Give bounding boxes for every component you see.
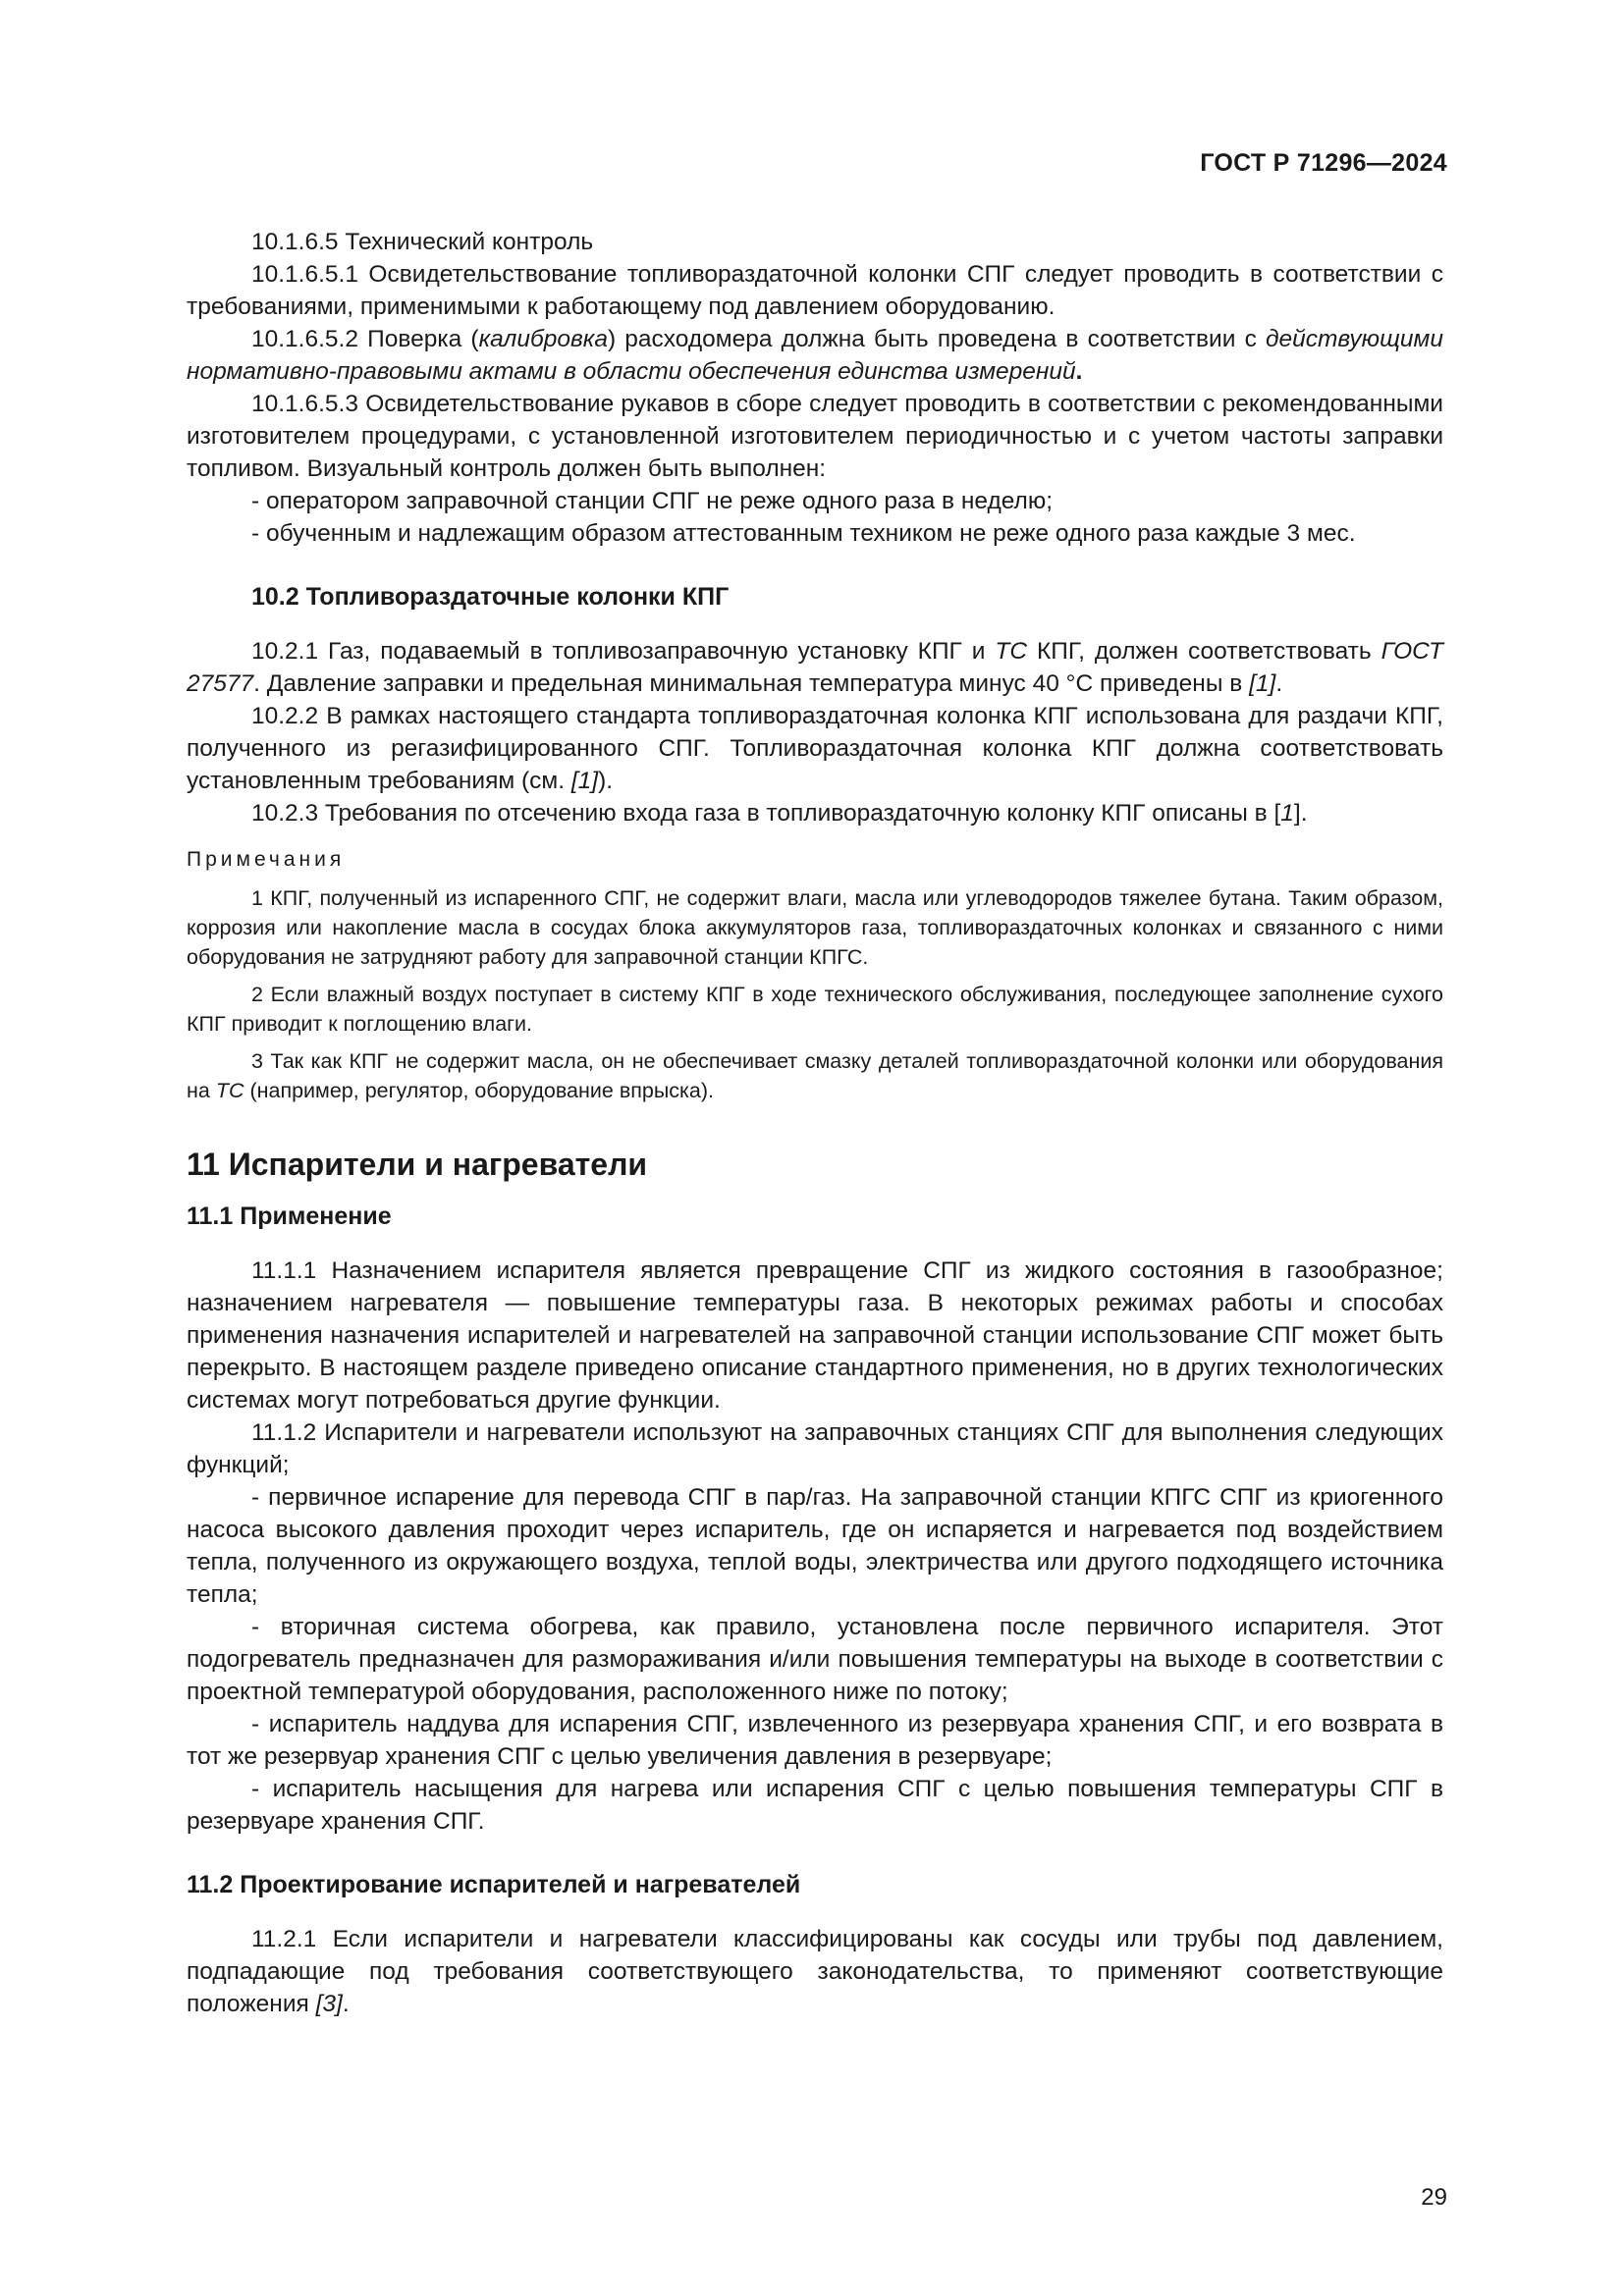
text-run: ]. (1293, 800, 1308, 827)
text-run: 10.2.3 Требования по отсечению входа газа в топливораздаточную колонку КПГ описаны в [ (251, 800, 1281, 827)
list-item: - оператором заправочной станции СПГ не реже одного раза в неделю; (251, 488, 1054, 514)
section-heading-11-2: 11.2 Проектирование испарителей и нагревателей (187, 1871, 801, 1898)
list-item: - вторичная система обогрева, как правило, установлена после первичного испарителя. Этот подогреватель предназначен для размораживания и/или повышения температуры на выходе в соответствии с проектной температурой оборудования, расположенного ниже по потоку; (187, 1614, 1443, 1705)
section-heading-11: 11 Испарители и нагреватели (187, 1147, 648, 1182)
text-run: . (1275, 670, 1283, 697)
clause-11-1-2: 11.1.2 Испарители и нагреватели используют на заправочных станциях СПГ для выполнения следующих функций; (187, 1419, 1443, 1478)
italic-reference: действующими нормативно-правовыми актами в области обеспечения единства измерений (187, 326, 1443, 385)
text-run: 10.2.1 Газ, подаваемый в топливозаправочную установку КПГ и (251, 638, 996, 665)
page-number: 29 (1421, 2184, 1447, 2211)
clause-11-1-1: 11.1.1 Назначением испарителя является превращение СПГ из жидкого состояния в газообразное; назначением нагревателя — повышение температуры газа. В некоторых режимах работы и способах применения назначения испарителей и нагревателей на заправочной станции использование СПГ может быть перекрыто. В настоящем разделе приведено описание стандартного применения, но в других технологических системах могут потребоваться другие функции. (187, 1257, 1443, 1414)
italic-term: ТС (995, 638, 1028, 665)
list-item: - испаритель насыщения для нагрева или испарения СПГ с целью повышения температуры СПГ в резервуаре хранения СПГ. (187, 1776, 1443, 1835)
notes-title: Примечания (187, 848, 346, 871)
italic-reference: ГОСТ 27577 (187, 638, 1443, 697)
text-run: . Давление заправки и предельная минимальная температура минус 40 °С приведены в (253, 670, 1250, 697)
document-id-header: ГОСТ Р 71296—2024 (1200, 149, 1447, 177)
text-run: ). (598, 768, 614, 794)
text-run: 10.2.2 В рамках настоящего стандарта топливораздаточная колонка КПГ использована для раздачи КПГ, полученного из регазифицированного СПГ. Топливораздаточная колонка КПГ должна соответствовать установленным требованиям (см. (187, 703, 1443, 794)
clause-10-1-6-5-2 (187, 323, 1443, 388)
clause-10-1-6-5-3: 10.1.6.5.3 Освидетельствование рукавов в сборе следует проводить в соответствии с рекомендованными изготовителем процедурами, с установленной изготовителем периодичностью и с учетом частоты заправки топливом. Визуальный контроль должен быть выполнен: (187, 391, 1443, 482)
list-item: - испаритель наддува для испарения СПГ, извлеченного из резервуара хранения СПГ, и его возврата в тот же резервуар хранения СПГ с целью увеличения давления в резервуаре; (187, 1711, 1443, 1770)
clause-11-2-1 (187, 1923, 1443, 2020)
clause-10-2-1 (187, 635, 1443, 700)
section-heading-10-2: 10.2 Топливораздаточные колонки КПГ (251, 583, 730, 611)
text-run: . (342, 1991, 350, 2017)
list-item: - первичное испарение для перевода СПГ в пар/газ. На заправочной станции КПГС СПГ из криогенного насоса высокого давления проходит через испаритель, где он испаряется и нагревается под воздействием тепла, полученного из окружающего воздуха, теплой воды, электричества или другого подходящего источника тепла; (187, 1484, 1443, 1608)
note-2: 2 Если влажный воздух поступает в систему КПГ в ходе технического обслуживания, последующее заполнение сухого КПГ приводит к поглощению влаги. (187, 983, 1443, 1036)
clause-10-1-6-5-1: 10.1.6.5.1 Освидетельствование топливораздаточной колонки СПГ следует проводить в соответствии с требованиями, применимыми к работающему под давлением оборудованию. (187, 261, 1443, 320)
italic-term: ТС (215, 1079, 244, 1102)
list-item: - обученным и надлежащим образом аттестованным техником не реже одного раза каждые 3 мес. (251, 520, 1356, 547)
clause-10-2-2 (187, 700, 1443, 797)
note-1: 1 КПГ, полученный из испаренного СПГ, не содержит влаги, масла или углеводородов тяжелее бутана. Таким образом, коррозия или накопление масла в сосудах блока аккумуляторов газа, топливораздаточных колонках и связанного с ними оборудования не затрудняют работу для заправочной станции КПГС. (187, 886, 1443, 969)
italic-reference: 1 (1280, 800, 1294, 827)
text-run: 3 Так как КПГ не содержит масла, он не обеспечивает смазку деталей топливораздаточной колонки или оборудования на (187, 1049, 1443, 1102)
text-run: 10.1.6.5.2 Поверка ( (251, 326, 479, 352)
italic-reference: [3] (315, 1991, 343, 2017)
text-run: (например, регулятор, оборудование впрыска). (244, 1079, 715, 1102)
text-run: . (1075, 358, 1083, 385)
text-run: КПГ, должен соответствовать (1027, 638, 1381, 665)
italic-reference: [1] (570, 768, 599, 794)
clause-10-2-3 (187, 797, 1443, 829)
note-3 (187, 1046, 1443, 1105)
italic-term: калибровка (478, 326, 608, 352)
text-run: 11.2.1 Если испарители и нагреватели классифицированы как сосуды или трубы под давлением, подпадающие под требования соответствующего законодательства, то применяют соответствующие положения (187, 1926, 1443, 2017)
italic-reference: [1] (1249, 670, 1276, 697)
clause-10-1-6-5-title: 10.1.6.5 Технический контроль (251, 229, 594, 255)
document-body (187, 226, 1443, 2020)
text-run: ) расходомера должна быть проведена в соответствии с (607, 326, 1266, 352)
section-heading-11-1: 11.1 Применение (187, 1202, 392, 1230)
